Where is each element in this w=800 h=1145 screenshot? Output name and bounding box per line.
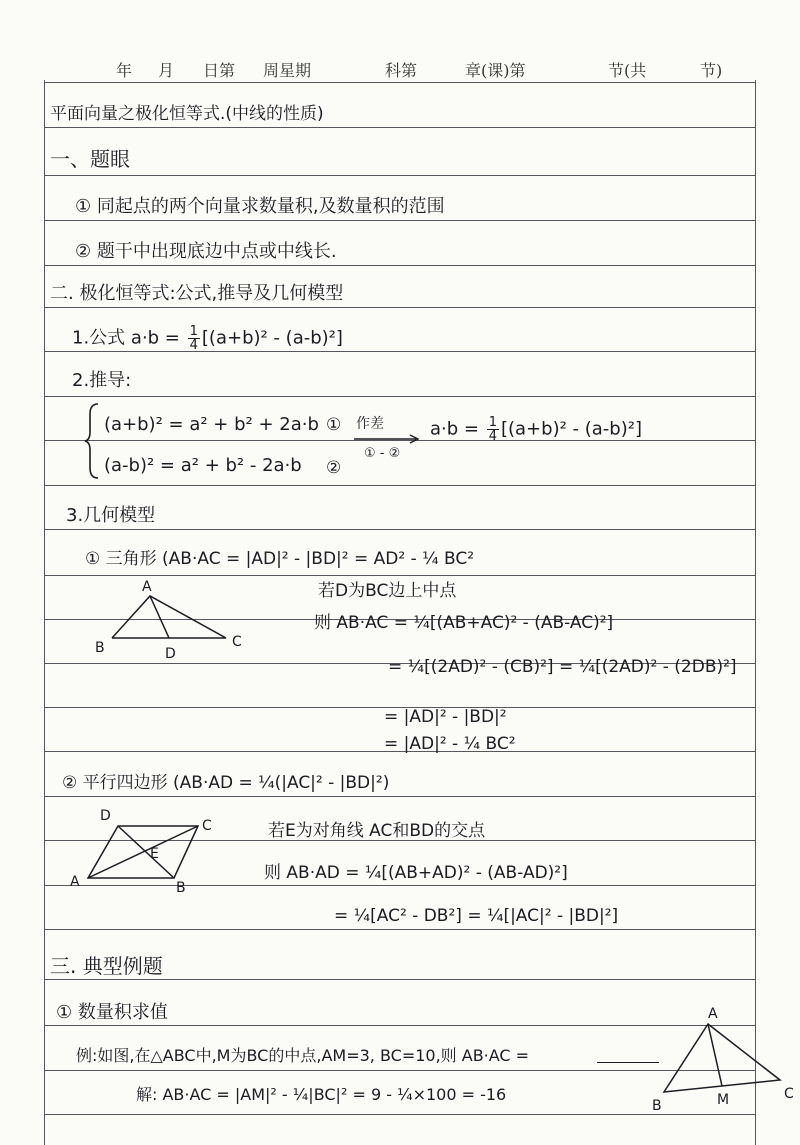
- rule-line: [44, 485, 756, 486]
- header-day: 日第: [203, 61, 236, 80]
- parallelogram-condition: 若E为对角线 AC和BD的交点: [268, 821, 486, 841]
- subsection-dot-product: ① 数量积求值: [56, 1002, 168, 1023]
- rule-line: [44, 265, 756, 266]
- section-two-heading: 二. 极化恒等式:公式,推导及几何模型: [50, 283, 344, 304]
- rule-line: [44, 220, 756, 221]
- rule-line: [44, 307, 756, 308]
- vertex-label-d: D: [100, 808, 111, 824]
- midpoint-label-m: M: [717, 1092, 730, 1108]
- one-quarter-fraction: $\frac{1}{4}$: [488, 415, 497, 444]
- rule-line: [44, 82, 756, 83]
- vertex-label-a: A: [70, 874, 80, 890]
- subtract-op-label: 作差: [356, 416, 384, 432]
- triangle-step-2: = ¼[(2AD)² - (CB)²] = ¼[(2AD)² - (2DB)²]: [388, 657, 737, 677]
- triangle-step-4: = |AD|² - ¼ BC²: [384, 734, 516, 754]
- vertex-label-d: D: [165, 646, 176, 662]
- rule-line: [44, 1114, 756, 1115]
- triangle-step-3: = |AD|² - |BD|²: [384, 707, 507, 727]
- derivation-result: [430, 416, 642, 443]
- rule-line: [44, 979, 756, 980]
- vertex-label-b: B: [176, 880, 186, 896]
- formula-rhs: [(a+b)² - (a-b)²]: [201, 327, 343, 349]
- vertex-label-a: A: [142, 579, 152, 595]
- header-subject: 科第: [385, 61, 418, 80]
- section-one-item-2: ② 题干中出现底边中点或中线长.: [75, 241, 337, 262]
- system-brace-icon: [84, 402, 100, 480]
- example-problem: 例:如图,在△ABC中,M为BC的中点,AM=3, BC=10,则 AB·AC =: [76, 1046, 530, 1065]
- example-triangle-figure: [650, 1004, 800, 1114]
- page-title: 平面向量之极化恒等式.(中线的性质): [50, 104, 324, 124]
- parallelogram-heading: ② 平行四边形 (AB·AD = ¼(|AC|² - |BD|²): [62, 773, 390, 793]
- equation-one-number: ①: [326, 415, 342, 435]
- section-three-heading: 三. 典型例题: [50, 954, 163, 978]
- rule-line: [44, 529, 756, 530]
- vertex-label-c: C: [784, 1086, 794, 1102]
- formula-lhs: a·b =: [125, 327, 186, 349]
- rule-line: [44, 929, 756, 930]
- vertex-label-b: B: [95, 640, 105, 656]
- parallelogram-step-1: 则 AB·AD = ¼[(AB+AD)² - (AB-AD)²]: [264, 863, 568, 883]
- result-rhs: [(a+b)² - (a-b)²]: [500, 418, 642, 440]
- one-quarter-fraction: $\frac{1}{4}$: [189, 324, 198, 353]
- triangle-heading: ① 三角形 (AB·AC = |AD|² - |BD|² = AD² - ¼ BC²: [85, 549, 475, 569]
- geometric-model-label: 3.几何模型: [66, 505, 156, 526]
- header-total: 节): [700, 61, 723, 80]
- parallelogram-figure: [66, 806, 236, 896]
- header-week: 周星期: [263, 61, 312, 80]
- section-one-heading: 一、题眼: [50, 147, 130, 171]
- vertex-label-a: A: [708, 1006, 718, 1022]
- triangle-step-1: 则 AB·AC = ¼[(AB+AC)² - (AB-AC)²]: [314, 613, 614, 633]
- vertex-label-c: C: [202, 818, 212, 834]
- equation-two-number: ②: [326, 458, 342, 478]
- left-margin-line: [44, 80, 45, 1145]
- intersection-label-e: E: [150, 846, 159, 862]
- rule-line: [44, 396, 756, 397]
- vertex-label-b: B: [652, 1098, 662, 1114]
- equation-two: (a-b)² = a² + b² - 2a·b: [104, 455, 302, 476]
- parallelogram-step-2: = ¼[AC² - DB²] = ¼[|AC|² - |BD|²]: [334, 906, 619, 926]
- formula-label: 1.公式: [72, 327, 126, 349]
- right-margin-line: [755, 80, 756, 1145]
- page-header: [0, 58, 800, 82]
- section-one-item-1: ① 同起点的两个向量求数量积,及数量积的范围: [75, 196, 445, 217]
- result-lhs: a·b =: [430, 418, 485, 440]
- derivation-label: 2.推导:: [72, 370, 132, 391]
- vertex-label-c: C: [232, 634, 242, 650]
- example-solution: 解: AB·AC = |AM|² - ¼|BC|² = 9 - ¼×100 = -16: [136, 1085, 507, 1104]
- formula-line: [72, 325, 343, 352]
- subtract-op-detail: ① - ②: [364, 446, 401, 461]
- triangle-figure: [92, 576, 252, 662]
- header-chapter: 章(课)第: [465, 61, 526, 80]
- rule-line: [44, 796, 756, 797]
- header-month: 月: [158, 61, 175, 80]
- triangle-condition: 若D为BC边上中点: [318, 581, 457, 601]
- rule-line: [44, 127, 756, 128]
- rule-line: [44, 175, 756, 176]
- header-section: 节(共: [608, 61, 647, 80]
- equation-one: (a+b)² = a² + b² + 2a·b: [104, 414, 319, 435]
- header-year: 年: [116, 61, 133, 80]
